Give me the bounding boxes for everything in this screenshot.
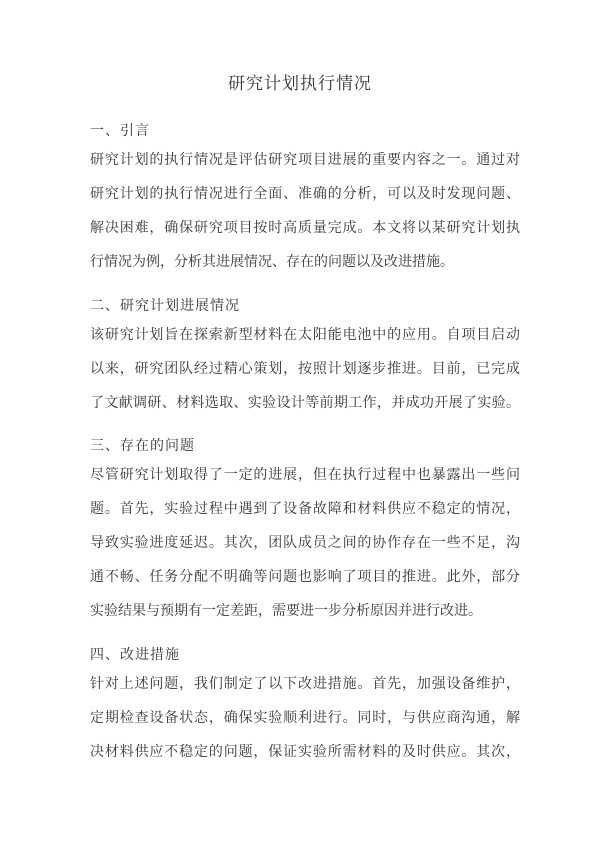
paragraph-line: 尽管研究计划取得了一定的进展，但在执行过程中也暴露出一些问: [90, 467, 520, 483]
paragraph-line: 以来，研究团队经过精心策划，按照计划逐步推进。目前，已完成: [90, 361, 520, 377]
paragraph-introduction: [90, 143, 520, 279]
document-title: 研究计划执行情况: [228, 74, 372, 94]
paragraph-line: 研究计划的执行情况是评估研究项目进展的重要内容之一。通过对: [90, 152, 520, 168]
paragraph-line: 针对上述问题，我们制定了以下改进措施。首先，加强设备维护，: [90, 676, 520, 692]
paragraph-line: 了文献调研、材料选取、实验设计等前期工作，并成功开展了实验。: [90, 395, 520, 411]
paragraph-line: 定期检查设备状态，确保实验顺利进行。同时，与供应商沟通，解: [90, 710, 520, 726]
paragraph-line: 题。首先，实验过程中遇到了设备故障和材料供应不稳定的情况，: [90, 501, 520, 517]
paragraph-line: 通不畅、任务分配不明确等问题也影响了项目的推进。此外，部分: [90, 569, 520, 585]
paragraph-line: 实验结果与预期有一定差距，需要进一步分析原因并进行改进。: [90, 603, 482, 619]
paragraph-progress: [90, 318, 520, 420]
paragraph-line: 该研究计划旨在探索新型材料在太阳能电池中的应用。自项目启动: [90, 327, 520, 343]
section-heading-progress: 二、研究计划进展情况: [90, 298, 240, 314]
section-heading-improvements: 四、改进措施: [90, 647, 180, 663]
section-heading-introduction: 一、引言: [90, 123, 150, 139]
paragraph-problems: [90, 458, 520, 628]
paragraph-improvements: [90, 667, 520, 769]
paragraph-line: 导致实验进度延迟。其次，团队成员之间的协作存在一些不足，沟: [90, 535, 520, 551]
paragraph-line: 研究计划的执行情况进行全面、准确的分析，可以及时发现问题、: [90, 186, 520, 202]
paragraph-line: 决材料供应不稳定的问题，保证实验所需材料的及时供应。其次，: [90, 744, 520, 760]
section-heading-problems: 三、存在的问题: [90, 438, 195, 454]
paragraph-line: 行情况为例，分析其进展情况、存在的问题以及改进措施。: [90, 254, 454, 270]
paragraph-line: 解决困难，确保研究项目按时高质量完成。本文将以某研究计划执: [90, 220, 520, 236]
